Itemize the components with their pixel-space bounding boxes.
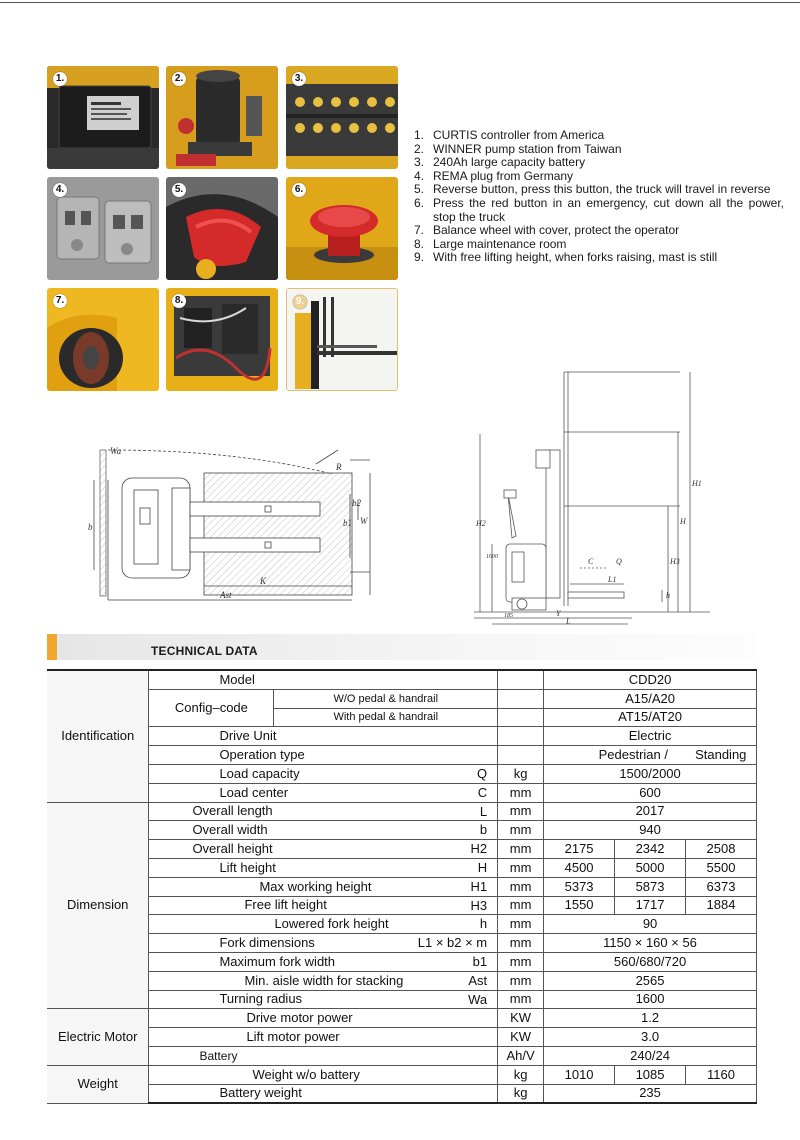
technical-data-title: TECHNICAL DATA bbox=[151, 644, 258, 658]
row-label: Overall height H2 bbox=[149, 840, 498, 859]
row-label: Turning radius Wa bbox=[149, 990, 498, 1009]
row-symbol: H bbox=[477, 859, 488, 875]
row-symbol: L bbox=[479, 803, 488, 819]
side-view-drawing bbox=[470, 366, 720, 628]
list-item: 1. CURTIS controller from America bbox=[414, 128, 605, 142]
photo-number: 7. bbox=[53, 294, 67, 308]
photo-balance-wheel bbox=[47, 288, 159, 391]
list-item: 9. With free lifting height, when forks raising, mast is still bbox=[414, 250, 718, 265]
list-item: 8. Large maintenance room bbox=[414, 236, 567, 251]
row-unit: kg bbox=[498, 1084, 544, 1103]
load-center-value: 600 bbox=[544, 783, 757, 802]
label-q: Q bbox=[616, 557, 622, 566]
row-symbol: H2 bbox=[470, 841, 488, 857]
row-label: Lift height H bbox=[149, 858, 498, 877]
row-unit: mm bbox=[498, 783, 544, 802]
row-symbol: b bbox=[479, 822, 488, 838]
photo-number: 8. bbox=[172, 294, 186, 308]
cell: 1550 bbox=[544, 896, 615, 915]
group-identification: Identification bbox=[47, 670, 149, 802]
operation-value-2: Standing bbox=[686, 746, 757, 765]
table-row bbox=[47, 689, 757, 708]
load-capacity-value: 1500/2000 bbox=[544, 764, 757, 783]
row-label: Drive Unit bbox=[149, 727, 498, 746]
overall-length-value: 2017 bbox=[544, 802, 757, 821]
row-unit: kg bbox=[498, 764, 544, 783]
cell: 1085 bbox=[615, 1065, 686, 1084]
config-value: A15/A20 bbox=[544, 689, 757, 708]
row-unit: kg bbox=[498, 1065, 544, 1084]
config-label: Config–code bbox=[149, 689, 274, 727]
overall-width-value: 940 bbox=[544, 821, 757, 840]
row-label: Maximum fork width b1 bbox=[149, 952, 498, 971]
drive-motor-value: 1.2 bbox=[544, 1009, 757, 1028]
row-symbol: Ast bbox=[468, 972, 488, 988]
row-symbol: L1 × b2 × m bbox=[417, 935, 488, 951]
cell: 1884 bbox=[686, 896, 757, 915]
cell: 2508 bbox=[686, 840, 757, 859]
table-row bbox=[47, 746, 757, 765]
row-label: Battery bbox=[149, 1046, 498, 1065]
label-l: L bbox=[566, 617, 571, 626]
row-unit: mm bbox=[498, 952, 544, 971]
cell: 5500 bbox=[686, 858, 757, 877]
label-h3: H3 bbox=[670, 557, 680, 566]
row-symbol: Q bbox=[477, 765, 488, 781]
table-row bbox=[47, 877, 757, 896]
row-label: Battery weight bbox=[149, 1084, 498, 1103]
label-b: b bbox=[88, 522, 93, 532]
label-h1: H1 bbox=[692, 479, 702, 488]
model-value: CDD20 bbox=[544, 670, 757, 689]
row-label: Load capacity Q bbox=[149, 764, 498, 783]
row-symbol: h bbox=[479, 916, 488, 932]
table-row bbox=[47, 840, 757, 859]
row-unit: mm bbox=[498, 840, 544, 859]
row-label: Overall length L bbox=[149, 802, 498, 821]
row-unit: mm bbox=[498, 802, 544, 821]
max-fork-width-value: 560/680/720 bbox=[544, 952, 757, 971]
table-row bbox=[47, 952, 757, 971]
photo-free-lift bbox=[286, 288, 398, 391]
photo-number: 9. bbox=[293, 295, 307, 309]
table-row bbox=[47, 821, 757, 840]
table-row bbox=[47, 896, 757, 915]
label-wa: Wa bbox=[110, 446, 122, 456]
row-unit: Ah/V bbox=[498, 1046, 544, 1065]
label-r: R bbox=[336, 462, 342, 472]
row-unit: mm bbox=[498, 971, 544, 990]
group-weight: Weight bbox=[47, 1065, 149, 1103]
photo-number: 5. bbox=[172, 183, 186, 197]
row-label: Overall width b bbox=[149, 821, 498, 840]
photo-battery bbox=[286, 66, 398, 169]
top-view-drawing bbox=[88, 440, 388, 610]
row-symbol: b1 bbox=[472, 953, 488, 969]
table-row bbox=[47, 1046, 757, 1065]
list-item: 4. REMA plug from Germany bbox=[414, 168, 574, 183]
row-label: Lowered fork height h bbox=[149, 915, 498, 934]
photo-number: 6. bbox=[292, 183, 306, 197]
label-c: C bbox=[588, 557, 594, 566]
table-row bbox=[47, 934, 757, 953]
cell: 5000 bbox=[615, 858, 686, 877]
cell: 1010 bbox=[544, 1065, 615, 1084]
photo-reverse-button bbox=[166, 177, 278, 280]
cell: 5873 bbox=[615, 877, 686, 896]
table-row bbox=[47, 1009, 757, 1028]
label-b2: b2 bbox=[352, 498, 361, 508]
table-row bbox=[47, 971, 757, 990]
row-unit: KW bbox=[498, 1009, 544, 1028]
table-row bbox=[47, 670, 757, 689]
lowered-fork-value: 90 bbox=[544, 915, 757, 934]
list-item: 5. Reverse button, press this button, the truck will travel in reverse bbox=[414, 182, 771, 197]
row-unit: mm bbox=[498, 915, 544, 934]
table-row bbox=[47, 1028, 757, 1047]
photo-emergency-button bbox=[286, 177, 398, 280]
photo-pump-station bbox=[166, 66, 278, 169]
table-row bbox=[47, 802, 757, 821]
cell: 6373 bbox=[686, 877, 757, 896]
row-label: Free lift height H3 bbox=[149, 896, 498, 915]
label-ast: Ast bbox=[220, 590, 232, 600]
photo-number: 3. bbox=[292, 72, 306, 86]
operation-value-1: Pedestrian / bbox=[544, 746, 686, 765]
label-y: Y bbox=[556, 609, 561, 618]
battery-weight-value: 235 bbox=[544, 1084, 757, 1103]
label-w: W bbox=[360, 516, 368, 526]
photo-number: 4. bbox=[53, 183, 67, 197]
photo-maintenance-room bbox=[166, 288, 278, 391]
cell: 2175 bbox=[544, 840, 615, 859]
label-l1: L1 bbox=[608, 575, 617, 584]
table-row bbox=[47, 783, 757, 802]
table-row bbox=[47, 1084, 757, 1103]
row-unit: KW bbox=[498, 1028, 544, 1047]
row-label: Fork dimensions L1 × b2 × m bbox=[149, 934, 498, 953]
min-aisle-value: 2565 bbox=[544, 971, 757, 990]
list-item: 2. WINNER pump station from Taiwan bbox=[414, 141, 622, 156]
row-unit: mm bbox=[498, 877, 544, 896]
cell: 1160 bbox=[686, 1065, 757, 1084]
row-symbol: C bbox=[477, 784, 488, 800]
cell: 5373 bbox=[544, 877, 615, 896]
label-h-small: h bbox=[666, 591, 670, 600]
cell: 1717 bbox=[615, 896, 686, 915]
row-unit: mm bbox=[498, 858, 544, 877]
label-1600: 1600 bbox=[486, 554, 498, 560]
label-h: H bbox=[680, 517, 686, 526]
row-label: Max working height H1 bbox=[149, 877, 498, 896]
row-label: Model bbox=[149, 670, 498, 689]
list-item: 6. Press the red button in an emergency, cut down all the power, stop the truck bbox=[414, 195, 784, 224]
photo-number: 2. bbox=[172, 72, 186, 86]
table-row bbox=[47, 727, 757, 746]
table-row bbox=[47, 915, 757, 934]
table-row bbox=[47, 1065, 757, 1084]
battery-value: 240/24 bbox=[544, 1046, 757, 1065]
table-row bbox=[47, 764, 757, 783]
row-label: Operation type bbox=[149, 746, 498, 765]
photo-number: 1. bbox=[53, 72, 67, 86]
config-value: AT15/AT20 bbox=[544, 708, 757, 727]
table-row bbox=[47, 990, 757, 1009]
row-label: Weight w/o battery bbox=[149, 1065, 498, 1084]
list-item: 3. 240Ah large capacity battery bbox=[414, 155, 586, 170]
config-option: With pedal & handrail bbox=[274, 708, 498, 727]
group-dimension: Dimension bbox=[47, 802, 149, 1009]
top-rule bbox=[0, 2, 800, 3]
row-symbol: H1 bbox=[470, 878, 488, 894]
group-electric-motor: Electric Motor bbox=[47, 1009, 149, 1065]
row-unit: mm bbox=[498, 990, 544, 1009]
row-unit: mm bbox=[498, 934, 544, 953]
row-label: Lift motor power bbox=[149, 1028, 498, 1047]
fork-dimensions-value: 1150 × 160 × 56 bbox=[544, 934, 757, 953]
photo-rema-plug bbox=[47, 177, 159, 280]
lift-motor-value: 3.0 bbox=[544, 1028, 757, 1047]
label-b1: b1 bbox=[343, 518, 352, 528]
row-symbol: H3 bbox=[470, 897, 488, 913]
cell: 2342 bbox=[615, 840, 686, 859]
row-symbol: Wa bbox=[468, 991, 488, 1007]
label-185: 185 bbox=[504, 613, 513, 619]
row-unit: mm bbox=[498, 821, 544, 840]
row-unit: mm bbox=[498, 896, 544, 915]
spec-table bbox=[47, 669, 757, 1104]
list-item: 7. Balance wheel with cover, protect the operator bbox=[414, 223, 680, 238]
photo-curtis-controller bbox=[47, 66, 159, 169]
row-label: Min. aisle width for stacking Ast bbox=[149, 971, 498, 990]
cell: 4500 bbox=[544, 858, 615, 877]
config-option: W/O pedal & handrail bbox=[274, 689, 498, 708]
label-k: K bbox=[260, 576, 267, 586]
drive-unit-value: Electric bbox=[544, 727, 757, 746]
row-label: Drive motor power bbox=[149, 1009, 498, 1028]
table-row bbox=[47, 858, 757, 877]
feature-list bbox=[414, 129, 784, 265]
label-h2: H2 bbox=[476, 519, 486, 528]
turning-radius-value: 1600 bbox=[544, 990, 757, 1009]
row-label: Load center C bbox=[149, 783, 498, 802]
